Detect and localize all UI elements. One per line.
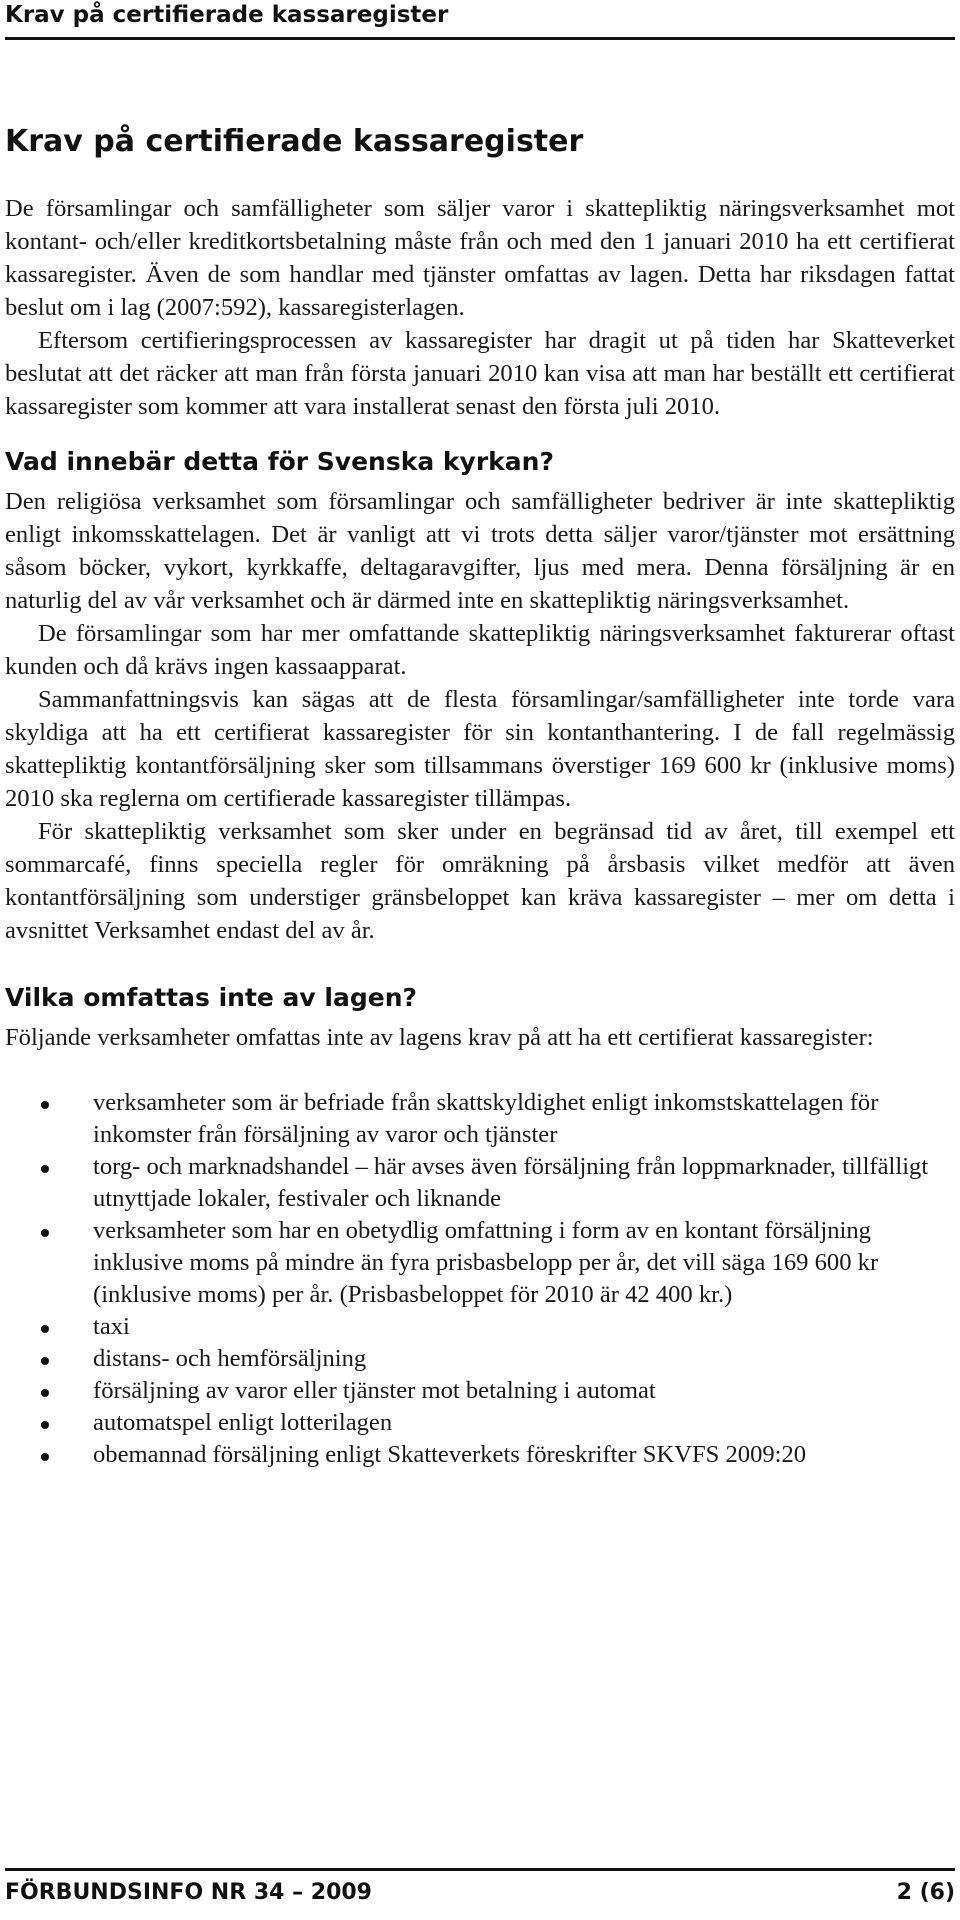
list-item	[5, 1407, 955, 1439]
list-item	[5, 1439, 955, 1471]
section1-paragraph: För skattepliktig verksamhet som sker under en begränsad tid av året, till exempel ett sommarcafé, finns speciella regler för omräkning på årsbasis vilket medför att även kontantförsäljning som understiger gränsbeloppet kan kräva kassaregister – mer om detta i avsnittet Verksamhet endast del av år.	[5, 818, 955, 944]
section-heading-undantag: Vilka omfattas inte av lagen?	[5, 983, 418, 1012]
list-item-text: torg- och marknadshandel – här avses även försäljning från loppmarknader, tillfälligt utnyttjade lokaler, festivaler och liknande	[93, 1153, 929, 1212]
list-item-text: automatspel enligt lotterilagen	[93, 1409, 393, 1436]
list-item	[5, 1375, 955, 1407]
bullet-icon	[41, 1453, 49, 1461]
footer-rule	[5, 1868, 955, 1871]
bullet-icon	[41, 1101, 49, 1109]
list-item-text: taxi	[93, 1313, 130, 1340]
page-number: 2 (6)	[896, 1880, 955, 1905]
bullet-icon	[41, 1325, 49, 1333]
intro-paragraph-2: Eftersom certifieringsprocessen av kassaregister har dragit ut på tiden har Skatteverket beslutat att det räcker att man från första januari 2010 kan visa att man har beställt ett certifierat kassaregister som kommer att vara installerat senast den första juli 2010.	[5, 327, 955, 420]
running-header: Krav på certifierade kassaregister	[5, 2, 449, 28]
publication-name: FÖRBUNDSINFO NR 34 – 2009	[5, 1880, 372, 1905]
section2-intro: Följande verksamheter omfattas inte av lagens krav på att ha ett certifierat kassaregister:	[5, 1024, 874, 1051]
bullet-icon	[41, 1165, 49, 1173]
list-item-text: distans- och hemförsäljning	[93, 1345, 367, 1372]
bullet-icon	[41, 1389, 49, 1397]
intro-paragraph-1: De församlingar och samfälligheter som säljer varor i skattepliktig näringsverksamhet mot kontant- och/eller kreditkortsbetalning måste från och med den 1 januari 2010 ha ett certifierat kassaregister. Även de som handlar med tjänster omfattas av lagen. Detta har riksdagen fattat beslut om i lag (2007:592), kassaregisterlagen.	[5, 195, 955, 321]
list-item-text: försäljning av varor eller tjänster mot betalning i automat	[93, 1377, 656, 1404]
list-item-text: verksamheter som har en obetydlig omfattning i form av en kontant försäljning inklusive moms på mindre än fyra prisbasbelopp per år, det vill säga 169 600 kr (inklusive moms) per år. (Prisbasbeloppet för 2010 är 42 400 kr.)	[93, 1217, 879, 1308]
list-item	[5, 1311, 955, 1343]
list-item-text: obemannad försäljning enligt Skatteverkets föreskrifter SKVFS 2009:20	[93, 1441, 807, 1468]
list-item	[5, 1343, 955, 1375]
list-item-text: verksamheter som är befriade från skattskyldighet enligt inkomstskattelagen för inkomster från försäljning av varor och tjänster	[93, 1089, 879, 1148]
list-item	[5, 1151, 955, 1215]
page-title: Krav på certifierade kassaregister	[5, 124, 584, 159]
section1-paragraph: De församlingar som har mer omfattande skattepliktig näringsverksamhet fakturerar oftast kunden och då krävs ingen kassaapparat.	[5, 620, 955, 680]
section-heading-svenska-kyrkan: Vad innebär detta för Svenska kyrkan?	[5, 447, 554, 476]
bullet-icon	[41, 1421, 49, 1429]
section1-paragraph: Den religiösa verksamhet som församlingar och samfälligheter bedriver är inte skattepliktig enligt inkomsskattelagen. Det är vanligt att vi trots detta säljer varor/tjänster mot ersättning såsom böcker, vykort, kyrkkaffe, deltagaravgifter, ljus med mera. Denna försäljning är en naturlig del av vår verksamhet och är därmed inte en skattepliktig näringsverksamhet.	[5, 488, 955, 614]
bullet-icon	[41, 1229, 49, 1237]
list-item	[5, 1215, 955, 1311]
exemption-list	[5, 1087, 955, 1471]
list-item	[5, 1087, 955, 1151]
page-content	[5, 122, 955, 1471]
section1-paragraph: Sammanfattningsvis kan sägas att de flesta församlingar/samfälligheter inte torde vara skyldiga att ha ett certifierat kassaregister för sin kontanthantering. I de fall regelmässig skattepliktig kontantförsäljning sker som tillsammans överstiger 169 600 kr (inklusive moms) 2010 ska reglerna om certifierade kassaregister tillämpas.	[5, 686, 955, 812]
header-rule	[5, 37, 955, 40]
bullet-icon	[41, 1357, 49, 1365]
